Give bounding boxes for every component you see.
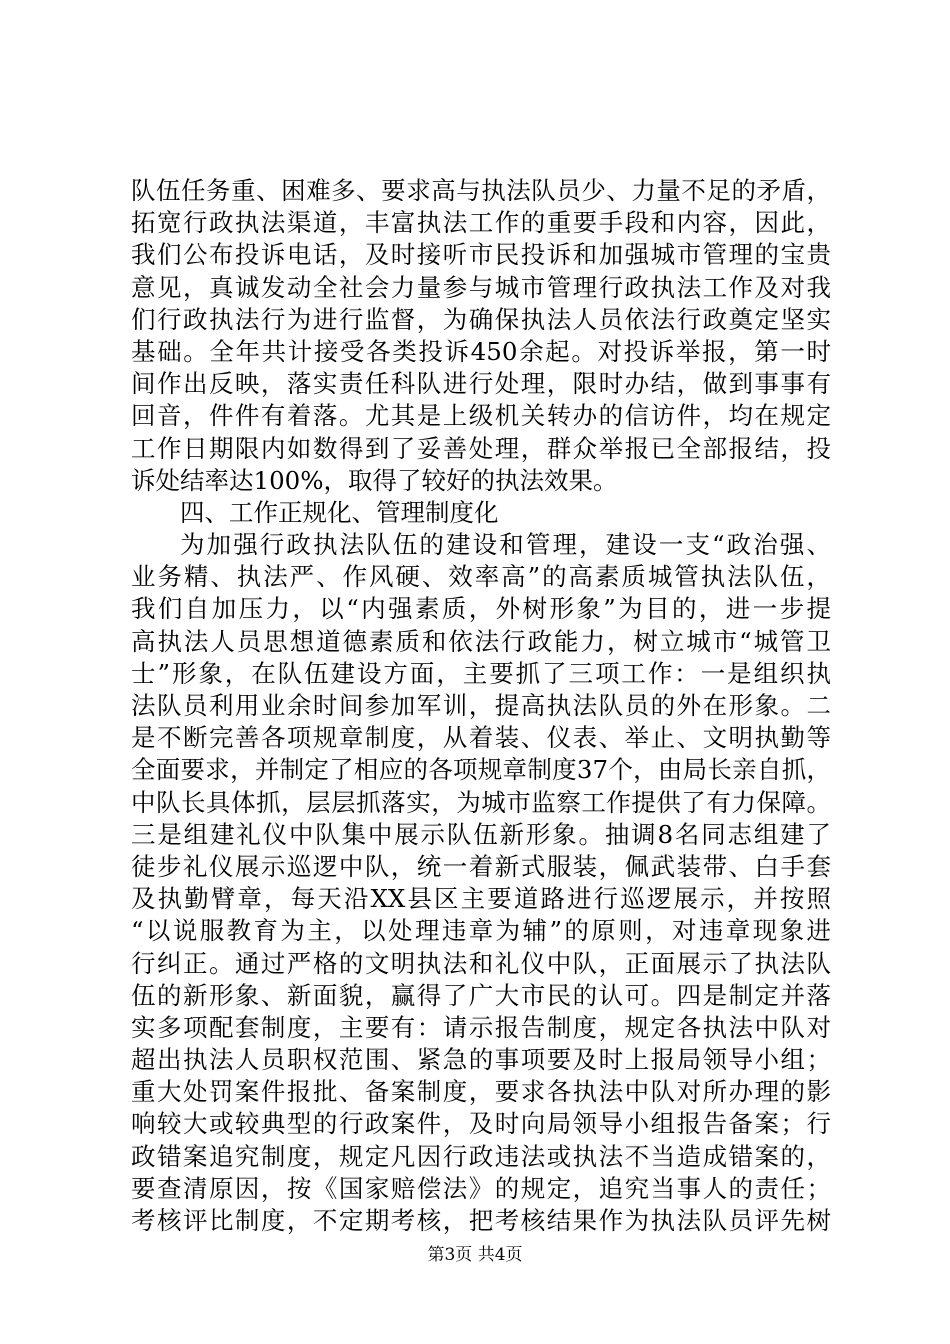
text-line: 为加强行政执法队伍的建设和管理，建设一支“政治强、 <box>180 530 831 560</box>
text-line: 意见，真诚发动全社会力量参与城市管理行政执法工作及对我 <box>131 272 831 302</box>
text-line: 考核评比制度，不定期考核，把考核结果作为执法队员评先树 <box>131 1206 831 1235</box>
text-line: 业务精、执法严、作风硬、效率高”的高素质城管执法队伍， <box>131 562 831 592</box>
text-line: 响较大或较典型的行政案件，及时向局领导小组报告备案；行 <box>131 1109 831 1139</box>
text-line: 我们自加压力，以“内强素质，外树形象”为目的，进一步提 <box>131 594 831 624</box>
text-line: 高执法人员思想道德素质和依法行政能力，树立城市“城管卫 <box>131 626 831 656</box>
text-line: 行纠正。通过严格的文明执法和礼仪中队，正面展示了执法队 <box>131 948 831 978</box>
document-body <box>131 175 831 1237</box>
text-line: 要查清原因，按《国家赔偿法》的规定，追究当事人的责任； <box>131 1173 831 1203</box>
text-line: 们行政执法行为进行监督，为确保执法人员依法行政奠定坚实 <box>131 304 831 334</box>
text-line: “以说服教育为主，以处理违章为辅”的原则，对违章现象进 <box>131 916 831 946</box>
text-line: 实多项配套制度，主要有：请示报告制度，规定各执法中队对 <box>131 1012 831 1042</box>
page-footer <box>0 1245 950 1265</box>
page-number: 第3页 共4页 <box>427 1245 523 1265</box>
text-line: 徒步礼仪展示巡逻中队，统一着新式服装，佩武装带、白手套 <box>131 851 831 881</box>
text-line: 间作出反映，落实责任科队进行处理，限时办结，做到事事有 <box>131 369 831 399</box>
text-line: 是不断完善各项规章制度，从着装、仪表、举止、文明执勤等 <box>131 723 831 753</box>
text-line: 三是组建礼仪中队集中展示队伍新形象。抽调8名同志组建了 <box>131 819 831 849</box>
text-line: 回音，件件有着落。尤其是上级机关转办的信访件，均在规定 <box>131 401 831 431</box>
text-line: 政错案追究制度，规定凡因行政违法或执法不当造成错案的， <box>131 1141 831 1171</box>
text-line: 队伍任务重、困难多、要求高与执法队员少、力量不足的矛盾， <box>131 176 831 205</box>
text-line: 法队员利用业余时间参加军训，提高执法队员的外在形象。二 <box>131 691 831 720</box>
text-line: 基础。全年共计接受各类投诉450余起。对投诉举报，第一时 <box>131 336 831 366</box>
text-line: 诉处结率达100%，取得了较好的执法效果。 <box>131 465 618 495</box>
text-line: 士”形象，在队伍建设方面，主要抓了三项工作：一是组织执 <box>131 658 831 688</box>
section-heading: 四、工作正规化、管理制度化 <box>180 497 499 527</box>
text-line: 重大处罚案件报批、备案制度，要求各执法中队对所办理的影 <box>131 1077 831 1107</box>
text-line: 拓宽行政执法渠道，丰富执法工作的重要手段和内容，因此， <box>131 208 831 238</box>
text-line: 伍的新形象、新面貌，赢得了广大市民的认可。四是制定并落 <box>131 980 831 1010</box>
text-line: 超出执法人员职权范围、紧急的事项要及时上报局领导小组； <box>131 1045 831 1075</box>
text-line: 我们公布投诉电话，及时接听市民投诉和加强城市管理的宝贵 <box>131 240 831 270</box>
text-line: 中队长具体抓，层层抓落实，为城市监察工作提供了有力保障。 <box>131 787 831 817</box>
text-line: 及执勤臂章，每天沿XX县区主要道路进行巡逻展示，并按照 <box>131 884 831 914</box>
text-line: 全面要求，并制定了相应的各项规章制度37个，由局长亲自抓， <box>131 755 831 785</box>
text-line: 工作日期限内如数得到了妥善处理，群众举报已全部报结，投 <box>131 433 831 463</box>
